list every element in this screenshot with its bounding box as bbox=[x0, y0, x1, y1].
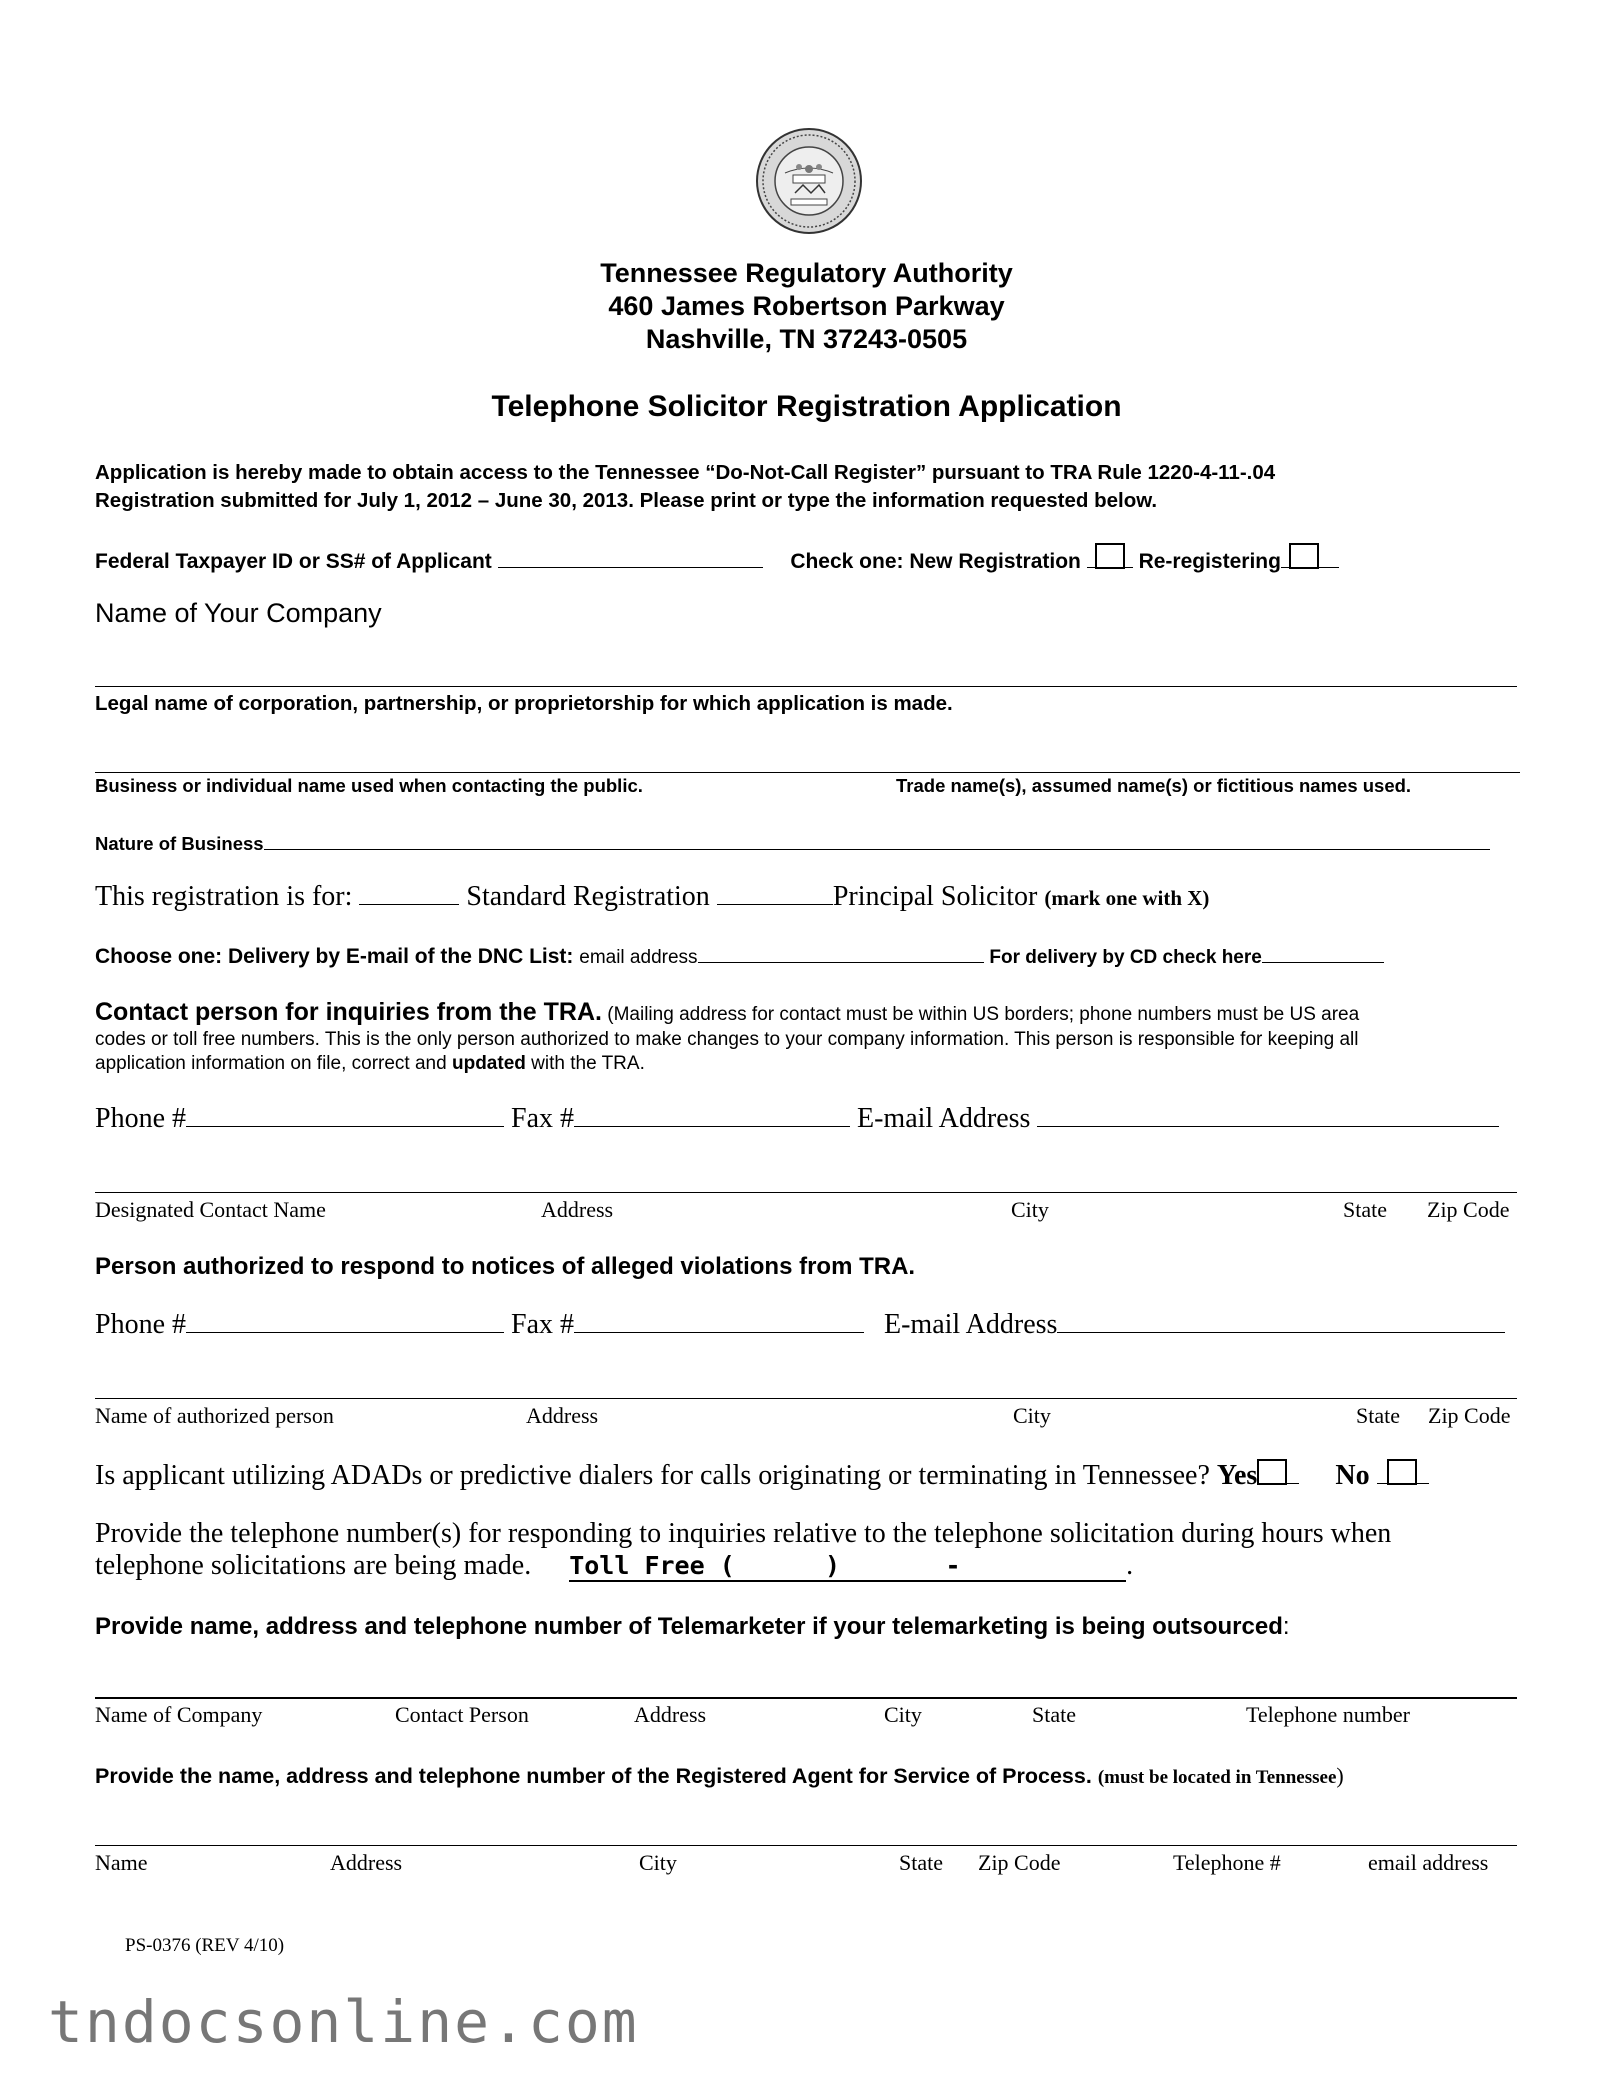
violations-address-field[interactable] bbox=[95, 1398, 1517, 1399]
violations-phone-row bbox=[95, 1308, 1505, 1341]
nature-of-business-field[interactable] bbox=[264, 829, 1490, 850]
telemarketer-caption-city: City bbox=[884, 1702, 922, 1727]
telemarketer-caption-state: State bbox=[1032, 1702, 1076, 1727]
cd-delivery-label: For delivery by CD check here bbox=[989, 947, 1262, 968]
company-heading: Name of Your Company bbox=[95, 598, 382, 628]
intro-line-1: Application is hereby made to obtain access to the Tennessee “Do-Not-Call Register” pursuant to TRA Rule 1220-4-11-.04 bbox=[95, 461, 1276, 484]
telemarketer-field[interactable] bbox=[95, 1697, 1517, 1699]
taxpayer-id-field[interactable] bbox=[498, 547, 763, 568]
agent-heading: Provide the name, address and telephone number of the Registered Agent for Service of Process. bbox=[95, 1764, 1092, 1788]
violations-fax-field[interactable] bbox=[574, 1308, 864, 1333]
agent-note-close: ) bbox=[1336, 1763, 1344, 1788]
violations-fax-label: Fax # bbox=[511, 1309, 574, 1340]
telemarketer-caption-company: Name of Company bbox=[95, 1702, 263, 1727]
adads-question: Is applicant utilizing ADADs or predictive dialers for calls originating or terminating in Tennessee? bbox=[95, 1460, 1210, 1491]
contact-heading: Contact person for inquiries from the TRA. bbox=[95, 998, 602, 1026]
business-name-field[interactable] bbox=[95, 772, 1520, 773]
agent-caption-name: Name bbox=[95, 1850, 148, 1875]
contact-note-3 bbox=[95, 1053, 645, 1075]
contact-email-field[interactable] bbox=[1037, 1102, 1499, 1127]
agent-field[interactable] bbox=[95, 1845, 1517, 1846]
adads-yes-checkbox[interactable] bbox=[1257, 1459, 1287, 1485]
delivery-row bbox=[95, 942, 1384, 969]
adads-row bbox=[95, 1459, 1429, 1492]
adads-no-label: No bbox=[1335, 1460, 1370, 1491]
mark-one-note: (mark one with X) bbox=[1044, 886, 1210, 910]
org-city: Nashville, TN 37243-0505 bbox=[645, 324, 968, 354]
contact-phone-row bbox=[95, 1102, 1499, 1135]
toll-free-period: . bbox=[1126, 1550, 1134, 1581]
contact-caption-city: City bbox=[1011, 1197, 1049, 1222]
agent-caption-telephone: Telephone # bbox=[1173, 1850, 1281, 1875]
nature-of-business-row bbox=[95, 829, 1490, 855]
seal-icon bbox=[755, 127, 863, 235]
violations-phone-field[interactable] bbox=[186, 1308, 504, 1333]
phone-numbers-line-1: Provide the telephone number(s) for responding to inquiries relative to the telephone solicitation during hours when bbox=[95, 1518, 1392, 1549]
agent-caption-email: email address bbox=[1368, 1850, 1489, 1875]
contact-caption-address: Address bbox=[541, 1197, 614, 1222]
taxpayer-row bbox=[95, 543, 1339, 574]
toll-free-field[interactable]: Toll Free ( ) - bbox=[569, 1551, 1127, 1580]
cd-delivery-field[interactable] bbox=[1262, 942, 1384, 963]
taxpayer-label: Federal Taxpayer ID or SS# of Applicant bbox=[95, 550, 492, 573]
state-seal bbox=[755, 127, 863, 235]
registration-type-row bbox=[95, 880, 1209, 913]
violations-heading: Person authorized to respond to notices of alleged violations from TRA. bbox=[95, 1253, 916, 1280]
agent-caption-city: City bbox=[639, 1850, 677, 1875]
adads-no-checkbox[interactable] bbox=[1387, 1459, 1417, 1485]
violations-email-field[interactable] bbox=[1057, 1308, 1505, 1333]
violations-phone-label: Phone # bbox=[95, 1309, 186, 1340]
telemarketer-heading: Provide name, address and telephone number of Telemarketer if your telemarketing is being outsourced bbox=[95, 1613, 1283, 1640]
contact-note-2: codes or toll free numbers. This is the only person authorized to make changes to your company information. This person is responsible for keeping all bbox=[95, 1029, 1359, 1050]
contact-caption-zip: Zip Code bbox=[1427, 1197, 1510, 1222]
contact-note-3-pre: application information on file, correct and bbox=[95, 1053, 452, 1074]
agent-heading-row bbox=[95, 1763, 1344, 1789]
contact-fax-field[interactable] bbox=[574, 1102, 850, 1127]
new-registration-checkbox[interactable] bbox=[1095, 543, 1125, 569]
violations-caption-state: State bbox=[1356, 1403, 1400, 1428]
contact-phone-field[interactable] bbox=[186, 1102, 504, 1127]
agent-caption-zip: Zip Code bbox=[978, 1850, 1061, 1875]
trade-name-caption: Trade name(s), assumed name(s) or fictitious names used. bbox=[896, 775, 1412, 796]
principal-solicitor-mark[interactable] bbox=[717, 880, 833, 905]
principal-solicitor-label: Principal Solicitor bbox=[832, 881, 1038, 912]
agent-caption-address: Address bbox=[330, 1850, 403, 1875]
org-street: 460 James Robertson Parkway bbox=[608, 291, 1005, 321]
violations-email-label: E-mail Address bbox=[884, 1309, 1058, 1340]
violations-caption-zip: Zip Code bbox=[1428, 1403, 1511, 1428]
telemarketer-caption-address: Address bbox=[634, 1702, 707, 1727]
contact-note-3-bold: updated bbox=[451, 1053, 526, 1074]
form-id: PS-0376 (REV 4/10) bbox=[125, 1935, 285, 1956]
contact-fax-label: Fax # bbox=[511, 1103, 574, 1134]
contact-note-1: (Mailing address for contact must be within US borders; phone numbers must be US area bbox=[607, 1004, 1360, 1025]
intro-line-2: Registration submitted for July 1, 2012 – June 30, 2013. Please print or type the information requested below. bbox=[95, 489, 1158, 512]
email-address-label: email address bbox=[579, 947, 698, 968]
nature-of-business-label: Nature of Business bbox=[95, 833, 264, 854]
re-registering-label: Re-registering bbox=[1138, 550, 1281, 573]
delivery-label: Choose one: Delivery by E-mail of the DNC List: bbox=[95, 945, 574, 968]
contact-caption-name: Designated Contact Name bbox=[95, 1197, 326, 1222]
adads-yes-label: Yes bbox=[1216, 1460, 1258, 1491]
legal-name-field[interactable] bbox=[95, 686, 1517, 687]
watermark: tndocsonline.com bbox=[48, 1988, 639, 2056]
telemarketer-colon: : bbox=[1282, 1613, 1290, 1640]
telemarketer-caption-contact: Contact Person bbox=[395, 1702, 529, 1727]
phone-numbers-row bbox=[95, 1550, 1133, 1582]
telemarketer-caption-telephone: Telephone number bbox=[1246, 1702, 1411, 1727]
contact-email-label: E-mail Address bbox=[857, 1103, 1031, 1134]
delivery-email-field[interactable] bbox=[698, 942, 984, 963]
agent-note: (must be located in Tennessee bbox=[1097, 1767, 1337, 1788]
org-name: Tennessee Regulatory Authority bbox=[600, 258, 1013, 288]
agent-caption-state: State bbox=[899, 1850, 943, 1875]
contact-caption-state: State bbox=[1343, 1197, 1387, 1222]
standard-registration-mark[interactable] bbox=[359, 880, 459, 905]
contact-address-field[interactable] bbox=[95, 1192, 1517, 1193]
form-title: Telephone Solicitor Registration Application bbox=[491, 390, 1122, 423]
violations-caption-address: Address bbox=[526, 1403, 599, 1428]
check-one-label: Check one: New Registration bbox=[790, 550, 1081, 573]
telemarketer-heading-row bbox=[95, 1613, 1290, 1641]
violations-caption-city: City bbox=[1013, 1403, 1051, 1428]
contact-note-3-post: with the TRA. bbox=[525, 1053, 645, 1074]
registration-type-label: This registration is for: bbox=[95, 881, 353, 912]
phone-numbers-line-2: telephone solicitations are being made. bbox=[95, 1550, 532, 1581]
legal-name-caption: Legal name of corporation, partnership, or proprietorship for which application is made. bbox=[95, 692, 953, 715]
standard-registration-label: Standard Registration bbox=[466, 881, 710, 912]
contact-phone-label: Phone # bbox=[95, 1103, 186, 1134]
violations-caption-name: Name of authorized person bbox=[95, 1403, 334, 1428]
contact-heading-row bbox=[95, 998, 1359, 1027]
re-registering-checkbox[interactable] bbox=[1289, 543, 1319, 569]
business-name-caption: Business or individual name used when contacting the public. bbox=[95, 775, 643, 796]
